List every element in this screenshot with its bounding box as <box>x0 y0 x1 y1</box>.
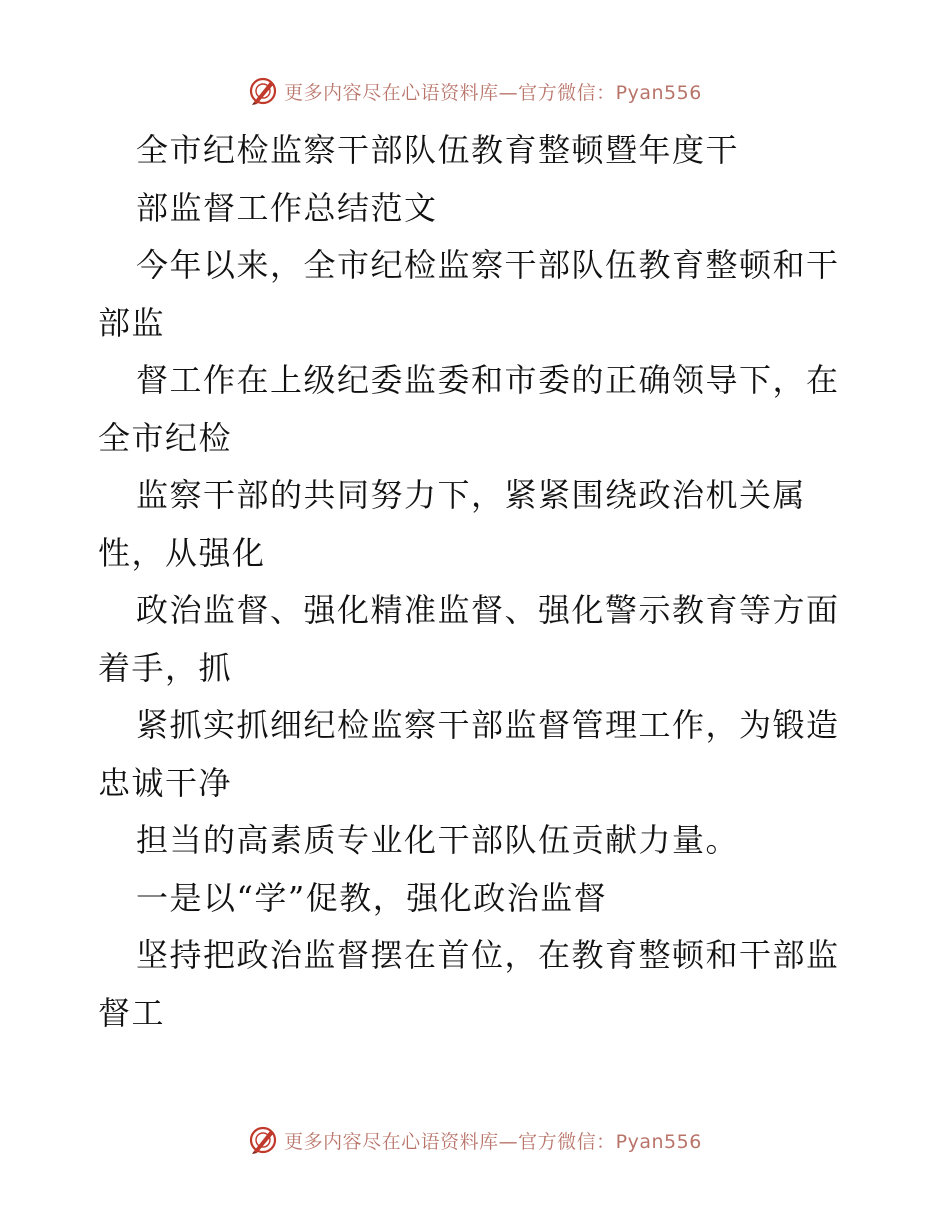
paragraph-line: 紧抓实抓细纪检监察干部监督管理工作，为锻造 <box>136 706 840 744</box>
paragraph-line: 全市纪检 <box>98 418 233 457</box>
paragraph-line: 督工作在上级纪委监委和市委的正确领导下，在 <box>136 361 840 399</box>
section-heading: 一是以“学”促教，强化政治监督 <box>136 878 608 917</box>
paragraph-line: 督工 <box>98 993 166 1032</box>
paragraph-line: 今年以来，全市纪检监察干部队伍教育整顿和干 <box>136 246 840 284</box>
paragraph-line: 政治监督、强化精准监督、强化警示教育等方面 <box>136 591 840 629</box>
title-line-2: 部监督工作总结范文 <box>136 188 438 227</box>
header-banner <box>0 71 950 111</box>
paragraph-line: 坚持把政治监督摆在首位，在教育整顿和干部监 <box>136 936 840 974</box>
paragraph-line: 监察干部的共同努力下，紧紧围绕政治机关属 <box>136 476 807 514</box>
paragraph-line: 担当的高素质专业化干部队伍贡献力量。 <box>136 821 740 859</box>
header-banner-text: 更多内容尽在心语资料库—官方微信：Pyan556 <box>284 81 702 104</box>
paragraph-line: 着手，抓 <box>98 648 233 687</box>
title-line-1: 全市纪检监察干部队伍教育整顿暨年度干 <box>136 131 740 169</box>
paragraph-line: 性，从强化 <box>98 533 266 572</box>
pen-logo-icon <box>248 76 278 106</box>
pen-logo-icon <box>248 1125 278 1155</box>
paragraph-line: 忠诚干净 <box>98 763 233 802</box>
footer-banner <box>0 1120 950 1160</box>
paragraph-line: 部监 <box>98 303 166 342</box>
footer-banner-text: 更多内容尽在心语资料库—官方微信：Pyan556 <box>284 1130 702 1153</box>
document-body <box>98 122 858 1042</box>
